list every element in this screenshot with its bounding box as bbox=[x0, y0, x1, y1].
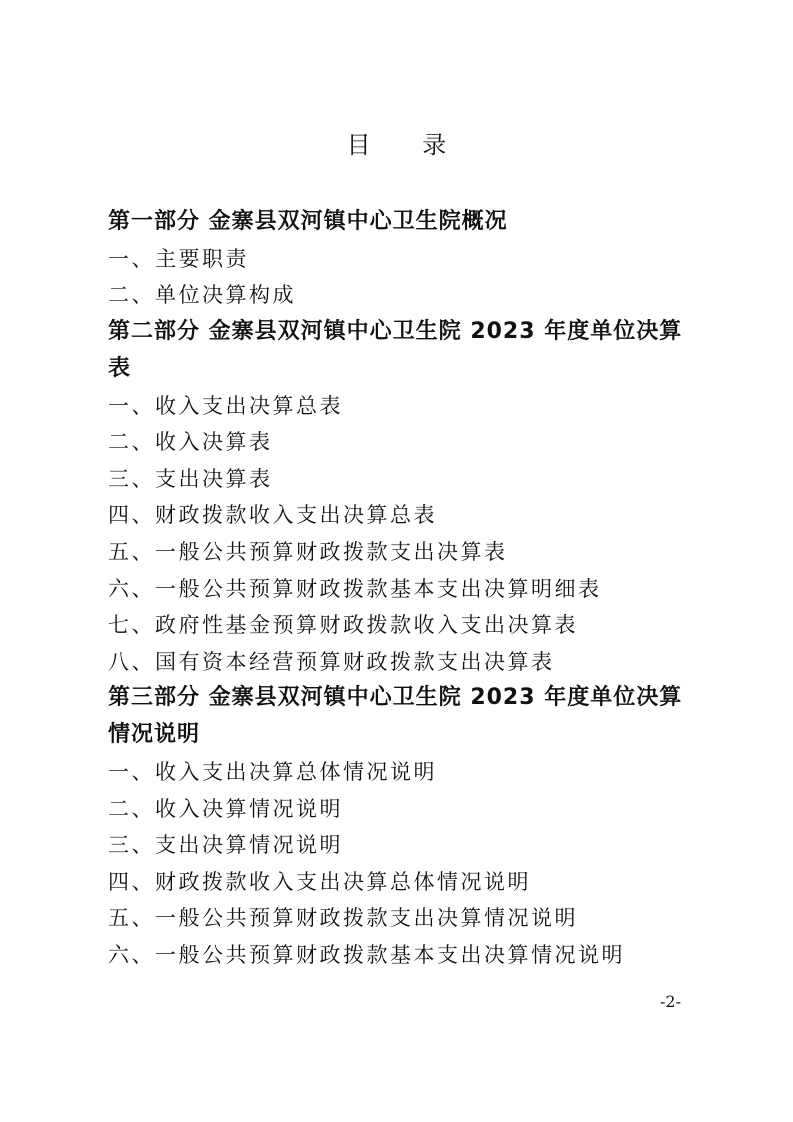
toc-item: 一、收入支出决算总体情况说明 bbox=[108, 759, 437, 784]
page-number: -2- bbox=[660, 992, 681, 1011]
toc-item: 三、支出决算情况说明 bbox=[108, 833, 343, 858]
toc-part-2-heading: 第二部分 金寨县双河镇中心卫生院 2023 年度单位决算表 bbox=[108, 318, 683, 381]
toc-list bbox=[108, 204, 698, 973]
toc-part-3-heading: 第三部分 金寨县双河镇中心卫生院 2023 年度单位决算情况说明 bbox=[108, 685, 683, 748]
toc-item: 四、财政拨款收入支出决算总表 bbox=[108, 503, 437, 528]
toc-item: 二、单位决算构成 bbox=[108, 283, 296, 308]
toc-part-1-heading: 第一部分 金寨县双河镇中心卫生院概况 bbox=[108, 209, 508, 234]
toc-item: 五、一般公共预算财政拨款支出决算情况说明 bbox=[108, 906, 578, 931]
toc-item: 八、国有资本经营预算财政拨款支出决算表 bbox=[108, 649, 555, 674]
toc-item: 六、一般公共预算财政拨款基本支出决算明细表 bbox=[108, 576, 602, 601]
toc-item: 一、主要职责 bbox=[108, 246, 249, 271]
toc-item: 六、一般公共预算财政拨款基本支出决算情况说明 bbox=[108, 942, 625, 967]
toc-item: 二、收入决算表 bbox=[108, 430, 273, 455]
toc-item: 一、收入支出决算总表 bbox=[108, 393, 343, 418]
toc-item: 五、一般公共预算财政拨款支出决算表 bbox=[108, 539, 508, 564]
toc-item: 二、收入决算情况说明 bbox=[108, 796, 343, 821]
toc-item: 三、支出决算表 bbox=[108, 466, 273, 491]
toc-item: 四、财政拨款收入支出决算总体情况说明 bbox=[108, 869, 531, 894]
toc-item: 七、政府性基金预算财政拨款收入支出决算表 bbox=[108, 613, 578, 638]
toc-title: 目 录 bbox=[346, 131, 469, 159]
